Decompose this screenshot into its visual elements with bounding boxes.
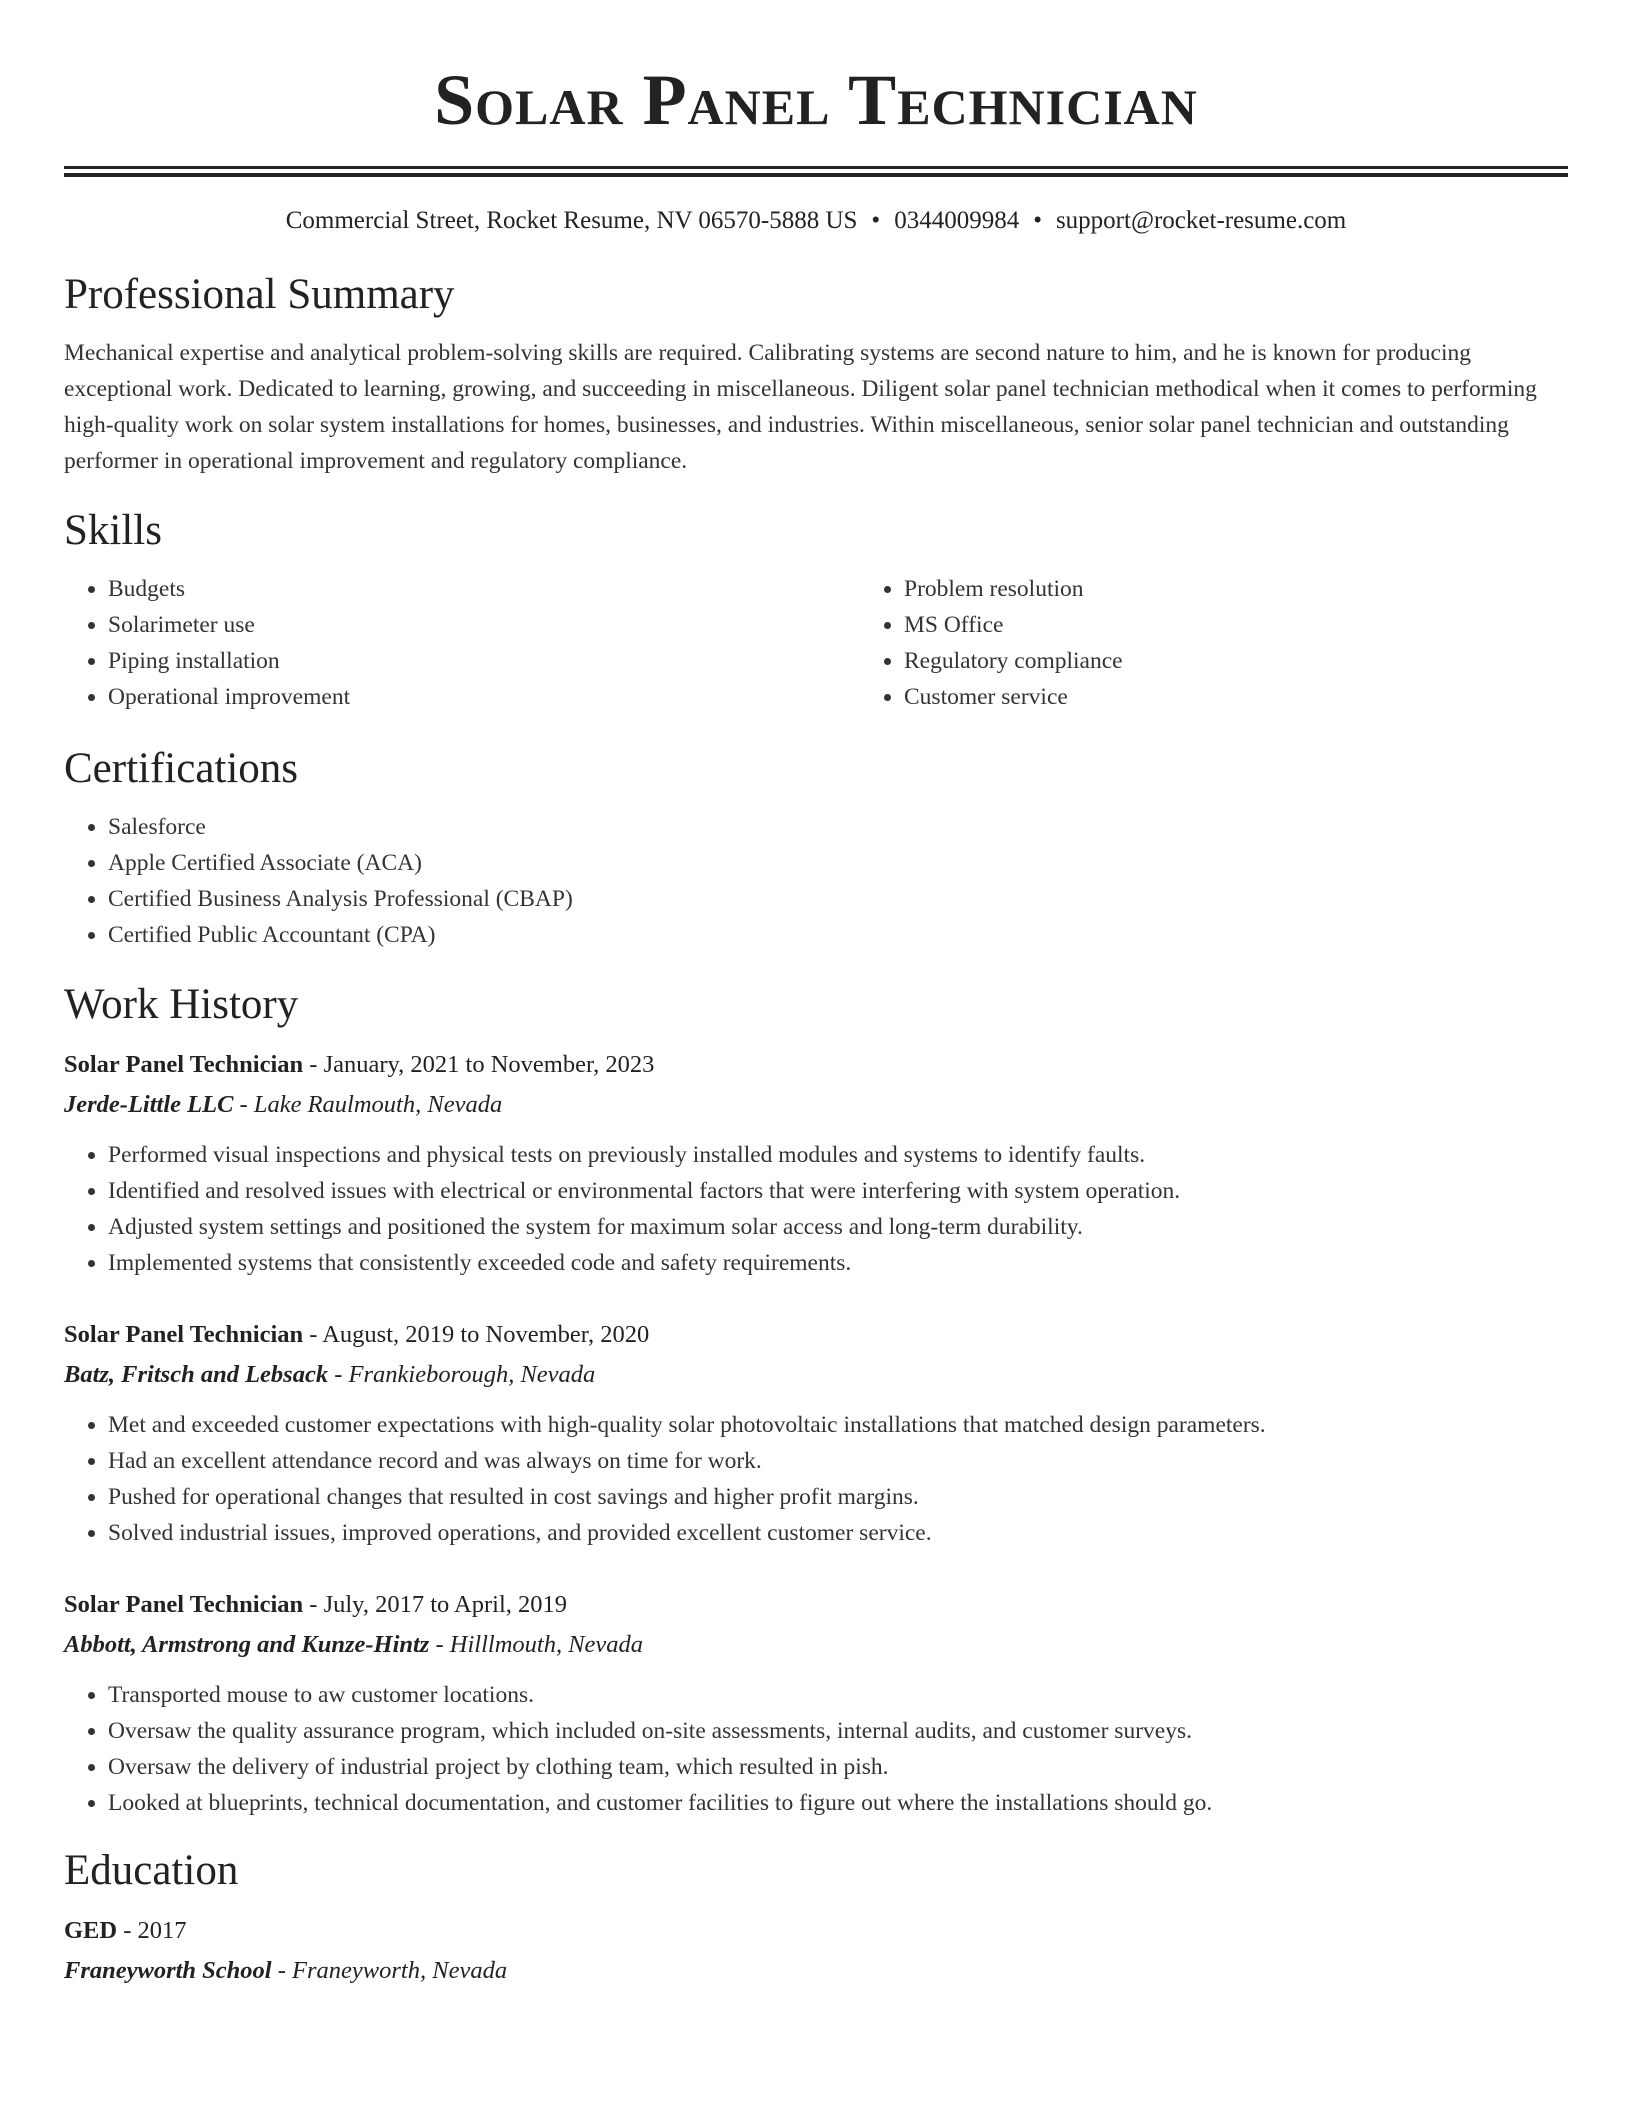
job-company-line: Jerde-Little LLC - Lake Raulmouth, Nevada xyxy=(64,1091,503,1118)
certifications-list xyxy=(64,809,1568,953)
contact-address: Commercial Street, Rocket Resume, NV 06570-5888 US xyxy=(285,207,858,234)
job-location: Lake Raulmouth, Nevada xyxy=(253,1091,503,1118)
job-dates: August, 2019 to November, 2020 xyxy=(322,1321,650,1348)
education-school: Franeyworth School xyxy=(64,1957,272,1984)
skill-item: • MS Office xyxy=(904,607,1632,643)
job-role: Solar Panel Technician xyxy=(64,1321,304,1348)
job-bullet: • Met and exceeded customer expectations with high-quality solar photovoltaic installations that matched design parameters. xyxy=(108,1407,1568,1443)
summary-text: Mechanical expertise and analytical problem-solving skills are required. Calibrating systems are second nature to him, and he is known for producing exceptional work. Dedicated to learning, growing, and succeeding in miscellaneous. Diligent solar panel technician methodical when it comes to performing high-quality work on solar system installations for homes, businesses, and industries. Within miscellaneous, senior solar panel technician and outstanding performer in operational improvement and regulatory compliance. xyxy=(64,340,1537,474)
education-year: 2017 xyxy=(137,1917,187,1944)
skills-list-left xyxy=(64,571,860,715)
education-entry xyxy=(64,1911,1568,1991)
job-bullet: • Implemented systems that consistently exceeded code and safety requirements. xyxy=(108,1245,1568,1281)
job-role: Solar Panel Technician xyxy=(64,1591,304,1618)
job-entry xyxy=(64,1315,1568,1551)
job-bullets xyxy=(64,1407,1568,1551)
job-location: Frankieborough, Nevada xyxy=(348,1361,596,1388)
education-school-line: Franeyworth School - Franeyworth, Nevada xyxy=(64,1957,508,1984)
contact-line xyxy=(64,203,1568,239)
skill-item: • Solarimeter use xyxy=(108,607,860,643)
certification-item: • Apple Certified Associate (ACA) xyxy=(108,845,1568,881)
education-degree-line: GED - 2017 xyxy=(64,1917,187,1944)
job-title-line: Solar Panel Technician - July, 2017 to April, 2019 xyxy=(64,1591,567,1618)
job-company-line: Batz, Fritsch and Lebsack - Frankieborough, Nevada xyxy=(64,1361,596,1388)
skills-list-right xyxy=(860,571,1632,715)
skill-item: • Regulatory compliance xyxy=(904,643,1632,679)
job-bullet: • Transported mouse to aw customer locations. xyxy=(108,1677,1568,1713)
job-bullet: • Pushed for operational changes that resulted in cost savings and higher profit margins. xyxy=(108,1479,1568,1515)
work-history-heading: Work History xyxy=(64,981,299,1028)
job-bullets xyxy=(64,1677,1568,1821)
skill-item: • Operational improvement xyxy=(108,679,860,715)
contact-email[interactable]: support@rocket-resume.com xyxy=(1055,207,1347,234)
job-entry xyxy=(64,1045,1568,1281)
summary-heading: Professional Summary xyxy=(64,271,455,318)
skill-item: • Budgets xyxy=(108,571,860,607)
header-divider xyxy=(64,166,1568,177)
job-title-line: Solar Panel Technician - January, 2021 to November, 2023 xyxy=(64,1051,655,1078)
job-dates: January, 2021 to November, 2023 xyxy=(323,1051,655,1078)
certification-item: • Salesforce xyxy=(108,809,1568,845)
skills-heading: Skills xyxy=(64,507,162,554)
skill-item: • Problem resolution xyxy=(904,571,1632,607)
job-entry xyxy=(64,1585,1568,1821)
job-bullet: • Identified and resolved issues with electrical or environmental factors that were interfering with system operation. xyxy=(108,1173,1568,1209)
job-bullet: • Looked at blueprints, technical documentation, and customer facilities to figure out where the installations should go. xyxy=(108,1785,1568,1821)
job-role: Solar Panel Technician xyxy=(64,1051,304,1078)
job-company-line: Abbott, Armstrong and Kunze-Hintz - Hilllmouth, Nevada xyxy=(64,1631,644,1658)
job-dates: July, 2017 to April, 2019 xyxy=(323,1591,567,1618)
certification-item: • Certified Business Analysis Professional (CBAP) xyxy=(108,881,1568,917)
certification-item: • Certified Public Accountant (CPA) xyxy=(108,917,1568,953)
skill-item: • Piping installation xyxy=(108,643,860,679)
job-bullet: • Solved industrial issues, improved operations, and provided excellent customer service. xyxy=(108,1515,1568,1551)
skills-columns xyxy=(64,571,1568,715)
education-location: Franeyworth, Nevada xyxy=(292,1957,508,1984)
job-company: Batz, Fritsch and Lebsack xyxy=(64,1361,329,1388)
job-bullets xyxy=(64,1137,1568,1281)
certifications-heading: Certifications xyxy=(64,745,299,792)
job-bullet: • Had an excellent attendance record and was always on time for work. xyxy=(108,1443,1568,1479)
contact-separator: • xyxy=(1033,207,1042,234)
job-bullet: • Performed visual inspections and physical tests on previously installed modules and systems to identify faults. xyxy=(108,1137,1568,1173)
education-degree: GED xyxy=(64,1917,118,1944)
job-company: Jerde-Little LLC xyxy=(64,1091,234,1118)
job-company: Abbott, Armstrong and Kunze-Hintz xyxy=(64,1631,430,1658)
education-heading: Education xyxy=(64,1847,239,1894)
job-bullet: • Oversaw the quality assurance program, which included on-site assessments, internal audits, and customer surveys. xyxy=(108,1713,1568,1749)
job-location: Hilllmouth, Nevada xyxy=(449,1631,644,1658)
job-bullet: • Oversaw the delivery of industrial project by clothing team, which resulted in pish. xyxy=(108,1749,1568,1785)
contact-phone: 0344009984 xyxy=(894,207,1020,234)
job-bullet: • Adjusted system settings and positioned the system for maximum solar access and long-term durability. xyxy=(108,1209,1568,1245)
job-title-line: Solar Panel Technician - August, 2019 to November, 2020 xyxy=(64,1321,650,1348)
resume-name: Solar Panel Technician xyxy=(434,60,1198,140)
contact-separator: • xyxy=(871,207,881,234)
skill-item: • Customer service xyxy=(904,679,1632,715)
